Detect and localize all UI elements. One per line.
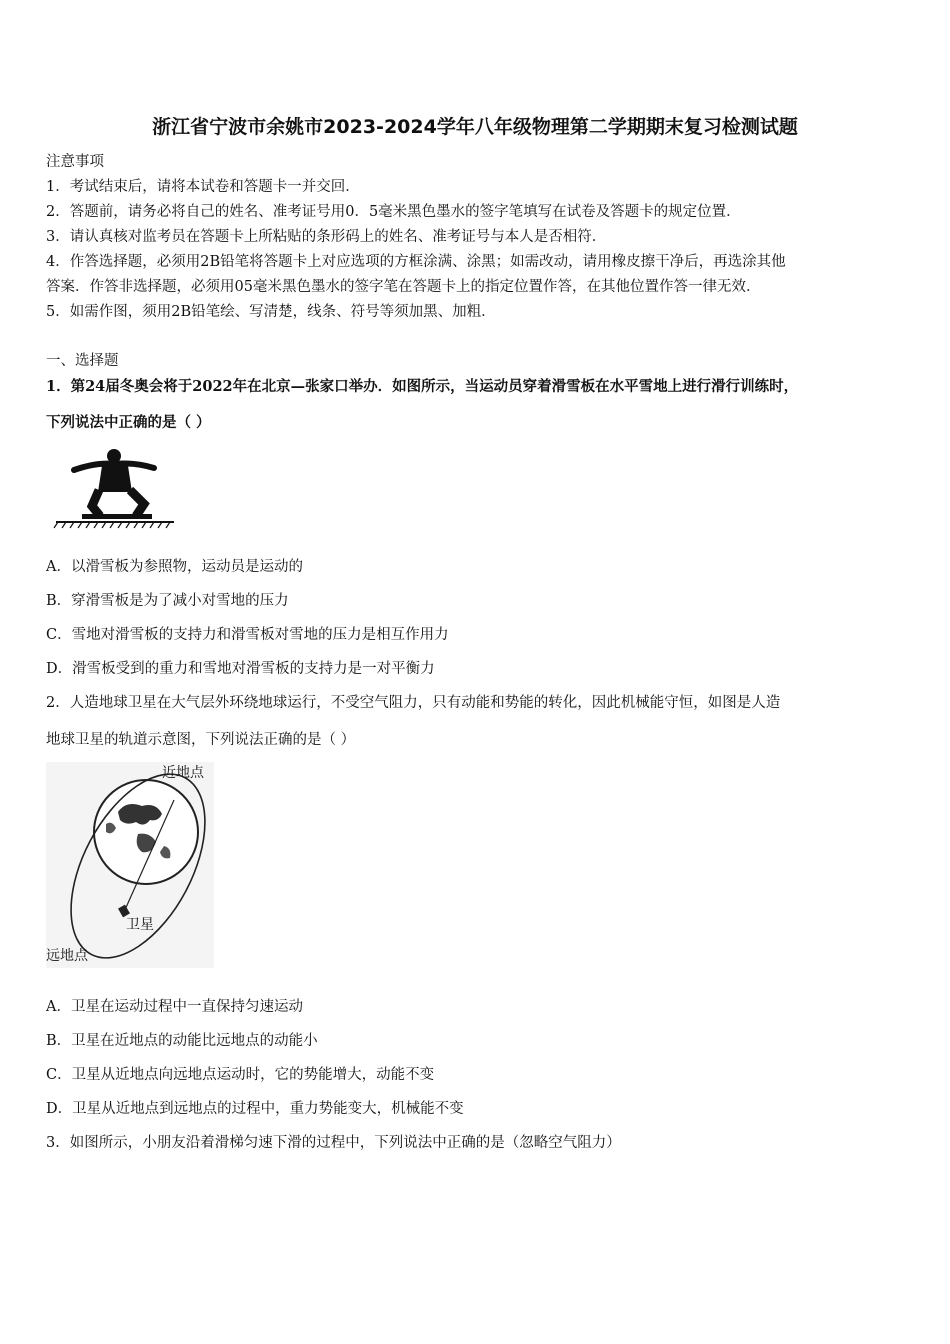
notice-item-5: 5．如需作图，须用2B铅笔绘、写清楚，线条、符号等须加黑、加粗． xyxy=(46,304,496,320)
notice-item-2: 2．答题前，请务必将自己的姓名、准考证号用0．5毫米黑色墨水的签字笔填写在试卷及答题卡的规定位置． xyxy=(46,204,741,220)
orbit-diagram xyxy=(46,762,214,968)
apogee-label: 远地点 xyxy=(46,948,88,964)
perigee-label: 近地点 xyxy=(162,765,204,781)
notice-item-1: 1．考试结束后，请将本试卷和答题卡一并交回． xyxy=(46,179,360,195)
q2-stem-line1: 2．人造地球卫星在大气层外环绕地球运行，不受空气阻力，只有动能和势能的转化，因此机械能守恒，如图是人造 xyxy=(46,695,781,711)
satellite-label: 卫星 xyxy=(126,917,154,933)
q2-option-c: C．卫星从近地点向远地点运动时，它的势能增大，动能不变 xyxy=(46,1067,435,1083)
q1-stem-line2: 下列说法中正确的是（ ） xyxy=(46,414,211,431)
q1-stem-line1: 1．第24届冬奥会将于2022年在北京—张家口举办．如图所示，当运动员穿着滑雪板在水平雪地上进行滑行训练时， xyxy=(46,378,799,395)
q2-option-a: A．卫星在运动过程中一直保持匀速运动 xyxy=(46,999,303,1015)
q1-option-c: C．雪地对滑雪板的支持力和滑雪板对雪地的压力是相互作用力 xyxy=(46,627,449,643)
orbit-figure xyxy=(46,762,214,968)
notice-item-3: 3．请认真核对监考员在答题卡上所粘贴的条形码上的姓名、准考证号与本人是否相符． xyxy=(46,229,607,245)
notice-item-4-cont: 答案．作答非选择题，必须用05毫米黑色墨水的签字笔在答题卡上的指定位置作答，在其他位置作答一律无效． xyxy=(46,279,761,295)
q3-stem-line1: 3．如图所示，小朋友沿着滑梯匀速下滑的过程中，下列说法中正确的是（忽略空气阻力） xyxy=(46,1135,621,1151)
q1-option-a: A．以滑雪板为参照物，运动员是运动的 xyxy=(46,559,303,575)
q1-option-d: D．滑雪板受到的重力和雪地对滑雪板的支持力是一对平衡力 xyxy=(46,661,435,677)
notice-heading: 注意事项 xyxy=(46,154,104,170)
q2-option-d: D．卫星从近地点到远地点的过程中，重力势能变大，机械能不变 xyxy=(46,1101,464,1117)
section-heading: 一、选择题 xyxy=(46,353,119,369)
notice-item-4: 4．作答选择题，必须用2B铅笔将答题卡上对应选项的方框涂满、涂黑；如需改动，请用橡皮擦干净后，再选涂其他 xyxy=(46,254,786,270)
snowboarder-figure xyxy=(52,446,178,530)
q1-option-b: B．穿滑雪板是为了减小对雪地的压力 xyxy=(46,593,289,609)
page-title: 浙江省宁波市余姚市2023-2024学年八年级物理第二学期期末复习检测试题 xyxy=(152,116,798,138)
q2-stem-line2: 地球卫星的轨道示意图，下列说法正确的是（ ） xyxy=(46,732,356,748)
q2-option-b: B．卫星在近地点的动能比远地点的动能小 xyxy=(46,1033,318,1049)
